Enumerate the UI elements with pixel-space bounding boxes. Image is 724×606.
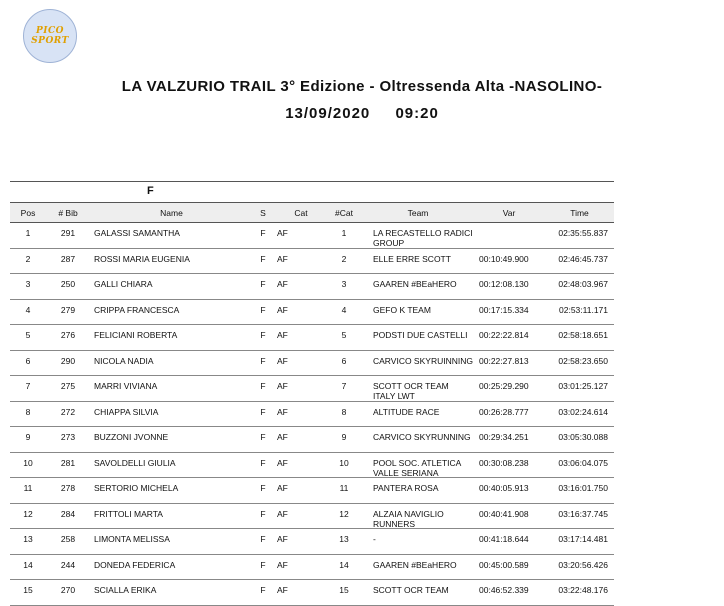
table-cell-sex: F [260, 432, 266, 442]
table-cell-name: SERTORIO MICHELA [94, 483, 179, 493]
table-cell-time: 03:17:14.481 [558, 534, 608, 544]
pico-sport-logo [23, 9, 77, 63]
table-cell-name: DONEDA FEDERICA [94, 559, 176, 570]
table-cell-bib: 290 [60, 355, 76, 366]
table-cell-time: 03:01:25.127 [558, 381, 608, 391]
table-cell-team: ALZAIA NAVIGLIO RUNNERS [373, 508, 444, 529]
table-cell-name: FRITTOLI MARTA [94, 508, 163, 519]
table-row [10, 274, 614, 300]
table-cell-pos: 11 [23, 483, 33, 493]
table-cell-time: 03:02:24.614 [558, 406, 608, 417]
table-cell-name: SAVOLDELLI GIULIA [94, 457, 176, 468]
table-cell-name: FELICIANI ROBERTA [94, 330, 178, 340]
table-cell-bib: 272 [60, 406, 76, 417]
table-cell-team: SCOTT OCR TEAM [373, 585, 449, 595]
table-cell-cat-rank: 5 [341, 330, 347, 340]
table-cell-team: POOL SOC. ATLETICA VALLE SERIANA [373, 457, 461, 478]
table-cell-name: GALLI CHIARA [94, 279, 153, 289]
table-cell-var: 00:10:49.900 [479, 253, 529, 264]
table-cell-bib: 258 [60, 534, 76, 544]
table-cell-cat: AF [277, 432, 288, 442]
table-cell-cat: AF [277, 534, 288, 544]
table-row [10, 223, 614, 249]
column-header-cat: Cat [294, 207, 308, 218]
column-header-var: Var [502, 207, 516, 218]
table-cell-sex: F [260, 508, 266, 519]
table-cell-cat-rank: 4 [341, 304, 347, 315]
table-cell-sex: F [260, 355, 266, 366]
table-row [10, 453, 614, 479]
table-cell-time: 03:16:37.745 [558, 508, 608, 519]
table-cell-var: 00:17:15.334 [479, 304, 529, 315]
table-cell-var: 00:40:41.908 [479, 508, 529, 519]
table-row [10, 402, 614, 428]
table-row [10, 504, 614, 530]
table-cell-cat: AF [277, 559, 288, 570]
table-row [10, 555, 614, 581]
table-cell-pos: 9 [25, 432, 31, 442]
table-cell-name: MARRI VIVIANA [94, 381, 158, 391]
table-cell-var: 00:22:22.814 [479, 330, 529, 340]
table-cell-sex: F [260, 253, 266, 264]
table-cell-pos: 4 [25, 304, 31, 315]
column-header-team: Team [407, 207, 429, 218]
table-cell-team: - [373, 534, 376, 544]
table-cell-sex: F [260, 228, 266, 238]
table-cell-pos: 14 [23, 559, 33, 570]
results-table [10, 181, 614, 606]
table-body [10, 223, 614, 606]
table-cell-cat-rank: 8 [341, 406, 347, 417]
table-cell-var: 00:41:18.644 [479, 534, 529, 544]
table-row [10, 529, 614, 555]
table-cell-cat: AF [277, 406, 288, 417]
table-cell-time: 02:46:45.737 [558, 253, 608, 264]
category-label: F [10, 181, 614, 202]
table-cell-var: 00:45:00.589 [479, 559, 529, 570]
table-cell-cat-rank: 13 [339, 534, 349, 544]
table-cell-sex: F [260, 483, 266, 493]
table-cell-var [473, 223, 545, 228]
table-cell-name: CHIAPPA SILVIA [94, 406, 159, 417]
table-cell-pos: 12 [23, 508, 33, 519]
table-cell-cat: AF [277, 228, 288, 238]
table-cell-bib: 276 [60, 330, 76, 340]
table-cell-var: 00:29:34.251 [479, 432, 529, 442]
table-cell-var: 00:30:08.238 [479, 457, 529, 468]
table-cell-sex: F [260, 304, 266, 315]
table-cell-team: GAAREN #BEaHERO [373, 559, 457, 570]
table-cell-time: 03:16:01.750 [558, 483, 608, 493]
table-cell-pos: 10 [23, 457, 33, 468]
table-row [10, 376, 614, 402]
table-cell-var: 00:40:05.913 [479, 483, 529, 493]
table-cell-name: NICOLA NADIA [94, 355, 154, 366]
table-row [10, 249, 614, 275]
table-cell-pos: 13 [23, 534, 33, 544]
table-cell-time: 03:22:48.176 [558, 585, 608, 595]
table-cell-name: BUZZONI JVONNE [94, 432, 169, 442]
table-cell-bib: 284 [60, 508, 76, 519]
table-cell-team: SCOTT OCR TEAM ITALY LWT [373, 381, 449, 401]
event-time: 09:20 [395, 105, 439, 122]
table-cell-bib: 250 [60, 279, 76, 289]
table-cell-cat: AF [277, 279, 288, 289]
table-cell-team: LA RECASTELLO RADICI GROUP [373, 228, 473, 248]
table-cell-name: ROSSI MARIA EUGENIA [94, 253, 190, 264]
table-cell-var: 00:25:29.290 [479, 381, 529, 391]
table-row [10, 300, 614, 326]
table-cell-time: 02:58:23.650 [558, 355, 608, 366]
table-cell-cat: AF [277, 457, 288, 468]
table-cell-name: GALASSI SAMANTHA [94, 228, 180, 238]
table-cell-sex: F [260, 330, 266, 340]
table-cell-time: 03:05:30.088 [558, 432, 608, 442]
table-cell-pos: 3 [25, 279, 31, 289]
event-date-time [0, 105, 724, 122]
table-cell-pos: 15 [23, 585, 33, 595]
table-row [10, 580, 614, 606]
table-cell-team: CARVICO SKYRUINNING [373, 355, 473, 366]
table-cell-cat-rank: 1 [341, 228, 347, 238]
column-header-cat-rank: #Cat [335, 207, 353, 218]
table-cell-cat-rank: 3 [341, 279, 347, 289]
table-cell-var: 00:46:52.339 [479, 585, 529, 595]
table-cell-cat-rank: 6 [341, 355, 347, 366]
table-cell-bib: 273 [60, 432, 76, 442]
table-cell-cat-rank: 7 [341, 381, 347, 391]
logo-text-line1: PICO [36, 26, 64, 36]
table-row [10, 478, 614, 504]
event-date: 13/09/2020 [285, 105, 371, 122]
table-cell-team: GAAREN #BEaHERO [373, 279, 457, 289]
table-cell-cat-rank: 14 [339, 559, 349, 570]
table-cell-pos: 6 [25, 355, 31, 366]
table-cell-pos: 2 [25, 253, 31, 264]
table-row [10, 427, 614, 453]
column-header-pos: Pos [20, 207, 36, 218]
table-row [10, 325, 614, 351]
table-cell-sex: F [260, 457, 266, 468]
table-cell-team: PODSTI DUE CASTELLI [373, 330, 468, 340]
table-cell-bib: 291 [60, 228, 76, 238]
table-cell-bib: 278 [60, 483, 76, 493]
table-cell-bib: 244 [60, 559, 76, 570]
table-cell-cat: AF [277, 355, 288, 366]
column-header-bib: # Bib [58, 207, 78, 218]
table-cell-cat: AF [277, 585, 288, 595]
table-cell-cat-rank: 10 [339, 457, 349, 468]
table-cell-time: 02:35:55.837 [558, 228, 608, 238]
table-cell-var: 00:12:08.130 [479, 279, 529, 289]
table-cell-time: 02:53:11.171 [559, 304, 608, 315]
table-header [10, 202, 614, 223]
table-cell-cat: AF [277, 508, 288, 519]
table-cell-name: CRIPPA FRANCESCA [94, 304, 180, 315]
table-cell-bib: 281 [60, 457, 76, 468]
table-cell-team: ELLE ERRE SCOTT [373, 253, 451, 264]
table-cell-time: 03:06:04.075 [558, 457, 608, 468]
table-cell-cat-rank: 12 [339, 508, 349, 519]
table-cell-team: CARVICO SKYRUNNING [373, 432, 471, 442]
table-cell-sex: F [260, 381, 266, 391]
table-cell-time: 02:58:18.651 [558, 330, 608, 340]
table-cell-cat-rank: 9 [341, 432, 347, 442]
table-cell-pos: 1 [25, 228, 31, 238]
table-cell-var: 00:22:27.813 [479, 355, 529, 366]
table-cell-cat-rank: 15 [339, 585, 349, 595]
table-cell-cat-rank: 2 [341, 253, 347, 264]
table-cell-sex: F [260, 559, 266, 570]
table-cell-sex: F [260, 406, 266, 417]
table-cell-pos: 5 [25, 330, 31, 340]
table-cell-var: 00:26:28.777 [479, 406, 529, 417]
table-cell-bib: 270 [60, 585, 76, 595]
table-cell-sex: F [260, 534, 266, 544]
table-cell-pos: 7 [25, 381, 31, 391]
table-cell-cat: AF [277, 304, 288, 315]
table-row [10, 351, 614, 377]
table-cell-name: SCIALLA ERIKA [94, 585, 157, 595]
column-header-name: Name [160, 207, 183, 218]
table-cell-cat: AF [277, 483, 288, 493]
table-cell-bib: 279 [60, 304, 76, 315]
page-title: LA VALZURIO TRAIL 3° Edizione - Oltressenda Alta -NASOLINO- [121, 78, 603, 95]
table-cell-pos: 8 [25, 406, 31, 417]
column-header-time: Time [570, 207, 589, 218]
table-cell-time: 02:48:03.967 [558, 279, 608, 289]
table-cell-cat: AF [277, 253, 288, 264]
table-cell-team: PANTERA ROSA [373, 483, 439, 493]
table-cell-team: GEFO K TEAM [373, 304, 431, 315]
table-cell-bib: 275 [60, 381, 76, 391]
column-header-sex: S [260, 207, 266, 218]
table-cell-sex: F [260, 279, 266, 289]
table-cell-team: ALTITUDE RACE [373, 406, 440, 417]
table-cell-sex: F [260, 585, 266, 595]
table-cell-bib: 287 [60, 253, 76, 264]
table-cell-time: 03:20:56.426 [558, 559, 608, 570]
logo-text-line2: SPORT [31, 36, 69, 46]
table-cell-cat: AF [277, 330, 288, 340]
table-cell-cat-rank: 11 [339, 483, 349, 493]
table-cell-name: LIMONTA MELISSA [94, 534, 170, 544]
table-cell-cat: AF [277, 381, 288, 391]
